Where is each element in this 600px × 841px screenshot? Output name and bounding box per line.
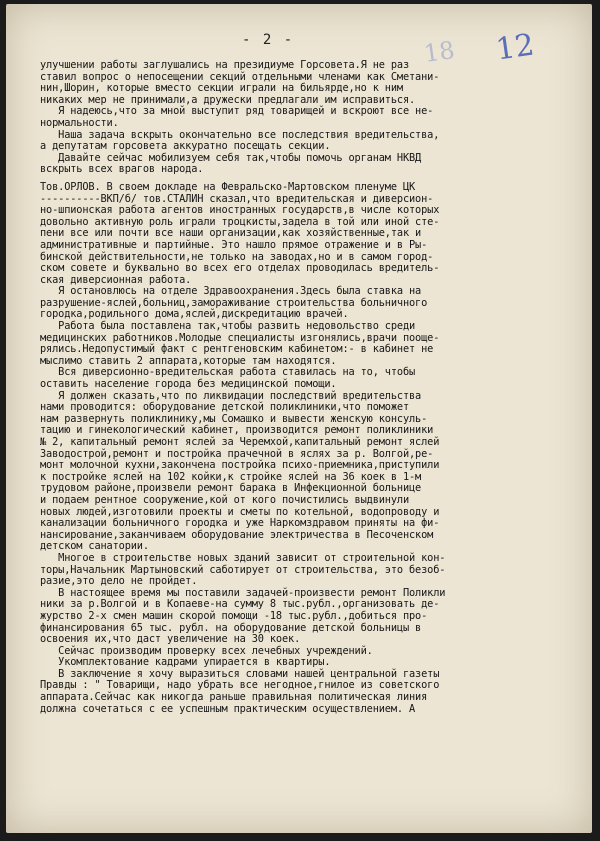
text-line: журство 2-х смен машин скорой помощи -18 тыс.рубл.,добиться про-	[40, 609, 428, 622]
text-line: вскрыть всех врагов народа.	[40, 163, 204, 176]
text-line: ----------ВКП/б/ тов.СТАЛИН сказал,что вредительская и диверсион-	[40, 192, 434, 205]
text-line: медицинских работников.Молодые специалисты изгонялись,врачи пооще-	[40, 331, 440, 344]
text-line: Вся диверсионно-вредительская работа ставилась на то, чтобы	[40, 366, 416, 379]
text-line: Я надеюсь,что за мной выступит ряд товарищей и вскроют все не-	[40, 105, 434, 118]
text-line: должна сочетаться с ее успешным практическим осуществлением. А	[40, 702, 416, 715]
text-line: канализации больничного городка и уже Наркомздравом приняты на фи-	[40, 517, 440, 530]
text-line: нам развернуть поликлинику,мы Сомашко и вывести женскую консуль-	[40, 412, 428, 425]
text-line: разрушение-яслей,больниц,замораживание строительства больничного	[40, 296, 428, 309]
text-line: городка,родильного дома,яслей,дискредитацию врачей.	[40, 308, 349, 321]
text-line: и подаем рентное сооружение,кой от кого почистились выдвинули	[40, 493, 410, 506]
text-line: к постройке яслей на 102 койки,к стройке яслей на 36 коек в 1-м	[40, 470, 422, 483]
text-line: Сейчас производим проверку всех лечебных учреждений.	[40, 644, 373, 657]
text-line: улучшении работы заглушались на президиуме Горсовета.Я не раз	[40, 59, 410, 71]
text-line: монт молочной кухни,закончена постройка психо-приемника,приступили	[40, 459, 440, 472]
text-line: административные и партийные. Это нашло прямое отражение и в Ры-	[40, 238, 428, 251]
text-line: Тов.ОРЛОВ. В своем докладе на Февральско-Мартовском пленуме ЦК	[40, 180, 416, 193]
text-line: В заключение я хочу выразиться словами нашей центральной газеты	[40, 667, 440, 680]
text-line: Наша задача вскрыть окончательно все последствия вредительства,	[40, 128, 440, 141]
text-line: детском санатории.	[40, 540, 149, 553]
text-line: финансирования 65 тыс. рубл. на оборудование детской больницы в	[40, 621, 422, 634]
document-text	[40, 60, 562, 715]
archive-folio-mark: 12	[493, 27, 537, 68]
text-line: нами проводится: оборудование детской поликлиники,что поможет	[40, 401, 410, 414]
text-line: нин,Шорин, которые вместо секции играли на бильярде,но к ним	[40, 82, 403, 95]
text-line: мыслимо ставить 2 аппарата,которые там находятся.	[40, 354, 337, 367]
text-line: новых людей,изготовили проекты и сметы по котельной, водопроводу и	[40, 505, 440, 518]
text-line: Укомплектование кадрами упирается в квартиры.	[40, 656, 331, 669]
text-line: ском совете и буквально во всех его отделах проводилась вредитель-	[40, 262, 440, 275]
text-line: ники за р.Волгой и в Копаеве-на сумму 8 тыс.рубл.,организовать де-	[40, 598, 440, 611]
text-line: разие,это дело не пройдет.	[40, 575, 198, 588]
text-line: торы,Начальник Мартыновский саботирует от строительства, это безоб-	[40, 563, 446, 576]
text-line: пени все или почти все наши организации,как хозяйственные,так и	[40, 227, 422, 240]
text-line: ская диверсионная работа.	[40, 273, 192, 286]
text-line: Работа была поставлена так,чтобы развить недовольство среди	[40, 320, 416, 333]
text-line: Давайте сейчас мобилизуем себя так,чтобы помочь органам НКВД	[40, 151, 422, 164]
text-line: но-шпионская работа агентов иностранных государств,в числе которых	[40, 204, 440, 217]
text-line: Заводострой,ремонт и постройка прачечной в яслях за р. Волгой,ре-	[40, 447, 434, 460]
text-line: трудовом районе,произвели ремонт барака в Инфекционной больнице	[40, 482, 422, 495]
text-line: освоения их,что даст увеличение на 30 коек.	[40, 633, 301, 646]
text-line: рялись.Недопустимый факт с рентгеновским кабинетом:- в кабинет не	[40, 343, 434, 356]
text-line: аппарата.Сейчас как никогда раньше правильная политическая линия	[40, 691, 428, 704]
text-line: бинской действительности,не только на заводах,но и в самом город-	[40, 250, 434, 263]
text-line: оставить население города без медицинской помощи.	[40, 378, 337, 391]
page-number: - 2 -	[242, 32, 295, 48]
text-line: нормальности.	[40, 116, 119, 129]
text-line: В настоящее время мы поставили задачей-произвести ремонт Поликли	[40, 586, 446, 599]
text-line: Правды : " Товарищи, надо убрать все негодное,гнилое из советского	[40, 679, 440, 692]
text-line: довольно активную роль играли троцкисты,задела в той или иной сте-	[40, 215, 440, 228]
text-line: Я остановлюсь на отделе Здравоохранения.Здесь была ставка на	[40, 285, 422, 298]
text-line: никаких мер не принимали,а дружески предлагали им исправиться.	[40, 93, 416, 106]
text-line: ставил вопрос о непосещении секций отдельными членами как Сметани-	[40, 70, 440, 83]
text-line: Многое в строительстве новых зданий зависит от строительной кон-	[40, 551, 446, 564]
text-line: тацию и гинекологический кабинет, производится ремонт поликлиники	[40, 424, 434, 437]
archive-folio-mark: 18	[422, 36, 457, 68]
text-line: № 2, капитальный ремонт яслей за Черемхой,капитальный ремонт яслей	[40, 436, 440, 448]
text-line: нансирование,заканчиваем оборудование электричества в Песоченском	[40, 528, 434, 541]
text-line: Я должен сказать,что по ликвидации последствий вредительства	[40, 389, 422, 402]
text-line: а депутатам горсовета аккуратно посещать секции.	[40, 140, 331, 153]
